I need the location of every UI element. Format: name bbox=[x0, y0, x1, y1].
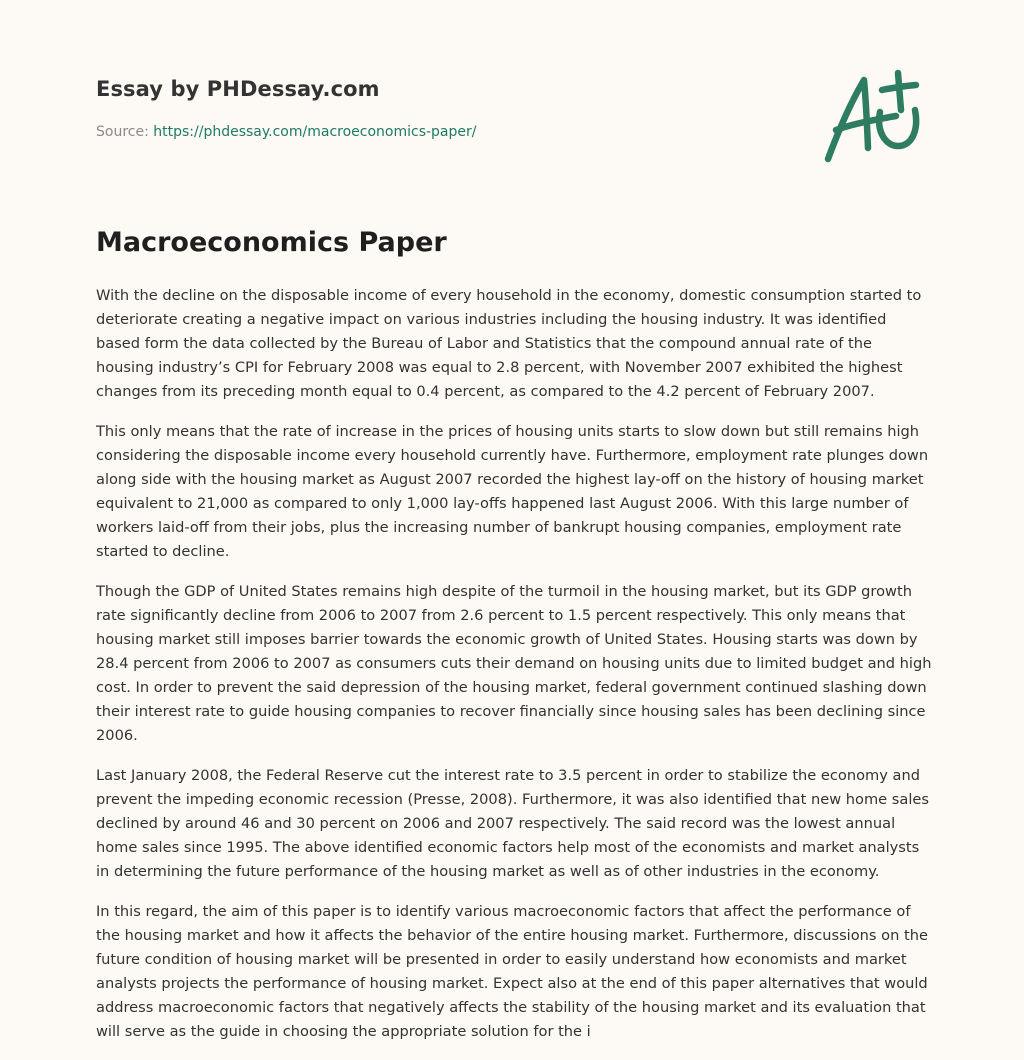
source-line bbox=[96, 124, 476, 140]
essay-paragraph: This only means that the rate of increase in the prices of housing units starts to slow down but still remains high considering the disposable income every household currently have. Furthermore, employment rate plunges down along side with the housing market as August 2007 recorded the highest lay-off on the history of housing market equivalent to 21,000 as compared to only 1,000 lay-offs happened last August 2006. With this large number of workers laid-off from their jobs, plus the increasing number of bankrupt housing companies, employment rate started to decline. bbox=[96, 423, 929, 560]
source-label: Source: bbox=[96, 124, 149, 140]
essay-paragraph: Last January 2008, the Federal Reserve cut the interest rate to 3.5 percent in order to stabilize the economy and prevent the impeding economic recession (Presse, 2008). Furthermore, it was also identified that new home sales declined by around 46 and 30 percent on 2006 and 2007 respectively. The said record was the lowest annual home sales since 1995. The above identified economic factors help most of the economists and market analysts in determining the future performance of the housing market as well as of other industries in the economy. bbox=[96, 767, 929, 880]
essay-paragraph: With the decline on the disposable income of every household in the economy, domestic consumption started to deteriorate creating a negative impact on various industries including the housing industry. It was identified based form the data collected by the Bureau of Labor and Statistics that the compound annual rate of the housing industry’s CPI for February 2008 was equal to 2.8 percent, with November 2007 exhibited the highest changes from its preceding month equal to 0.4 percent, as compared to the 4.2 percent of February 2007. bbox=[96, 287, 922, 400]
site-brand: Essay by PHDessay.com bbox=[96, 77, 380, 101]
essay-paragraph: Though the GDP of United States remains high despite of the turmoil in the housing market, but its GDP growth rate significantly decline from 2006 to 2007 from 2.6 percent to 1.5 percent respectively. This only means that housing market still imposes barrier towards the economic growth of United States. Housing starts was down by 28.4 percent from 2006 to 2007 as consumers cuts their demand on housing units due to limited budget and high cost. In order to prevent the said depression of the housing market, federal government continued slashing down their interest rate to guide housing companies to recover financially since housing sales has been declining since 2006. bbox=[96, 583, 932, 744]
essay-title: Macroeconomics Paper bbox=[96, 227, 447, 258]
a-plus-logo-icon bbox=[818, 68, 926, 166]
essay-paragraph: In this regard, the aim of this paper is to identify various macroeconomic factors that affect the performance of the housing market and how it affects the behavior of the entire housing market. Furthermore, discussions on the future condition of housing market will be presented in order to easily understand how economists and market analysts projects the performance of housing market. Expect also at the end of this paper alternatives that would address macroeconomic factors that negatively affects the stability of the housing market and its evaluation that will serve as the guide in choosing the appropriate solution for the i bbox=[96, 903, 928, 1040]
source-link[interactable]: https://phdessay.com/macroeconomics-paper/ bbox=[153, 124, 477, 140]
essay-body bbox=[96, 284, 932, 1060]
